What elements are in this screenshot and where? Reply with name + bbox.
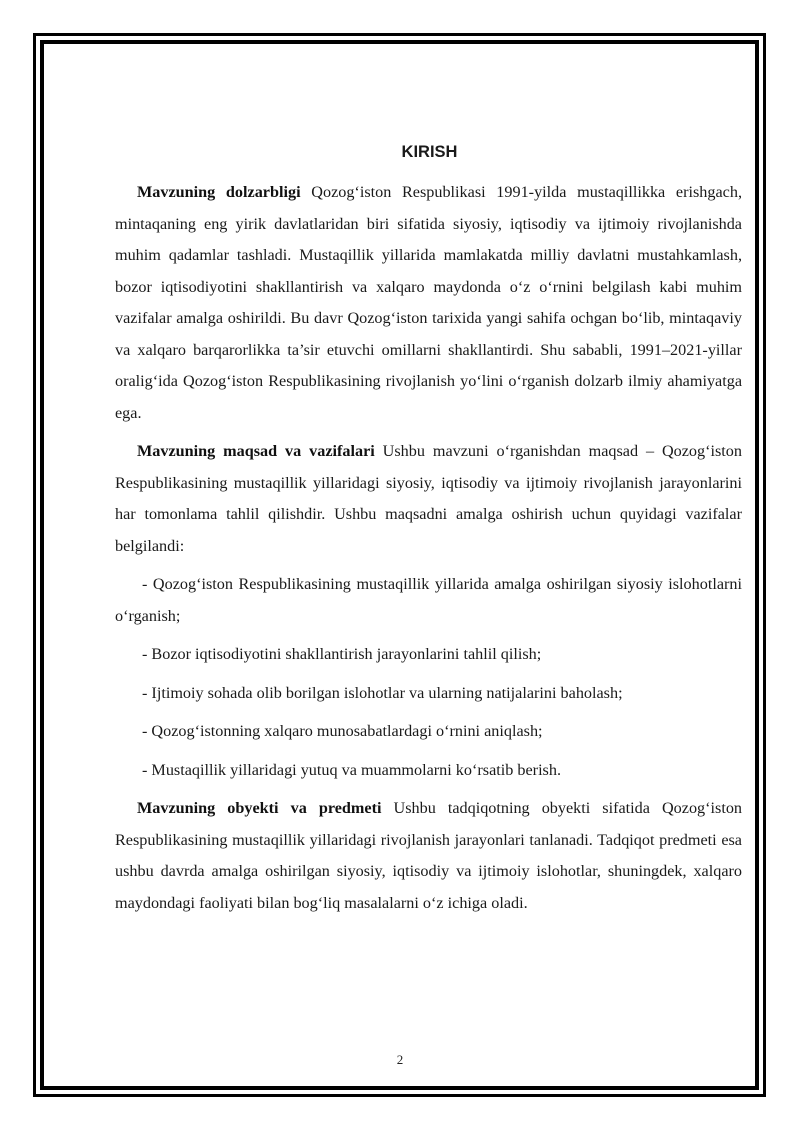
paragraph-title: Mavzuning obyekti va predmeti <box>137 799 382 817</box>
paragraph-text: Ushbu mavzuni o‘rganishdan maqsad – Qozog‘iston Respublikasining mustaqillik yillaridagi siyosiy, iqtisodiy va ijtimoiy rivojlanish jarayonlarini har tomonlama tahlil qilishdir. Ushbu maqsadni amalga oshirish uchun quyidagi vazifalar belgilandi: <box>115 442 742 555</box>
task-item: - Mustaqillik yillaridagi yutuq va muammolarni ko‘rsatib berish. <box>142 760 562 779</box>
page-number: 2 <box>396 1052 404 1067</box>
paragraph-text: Qozog‘iston Respublikasi 1991-yilda mustaqillikka erishgach, mintaqaning eng yirik davlatlaridan biri sifatida siyosiy, iqtisodiy va ijtimoiy rivojlanishda muhim qadamlar tashladi. Mustaqillik yillarida mamlakatda milliy davlatni mustahkamlash, bozor iqtisodiyotini shakllantirish va xalqaro maydonda o‘z o‘rnini belgilash kabi muhim vazifalar amalga oshirildi. Bu davr Qozog‘iston tarixida yangi sahifa ochgan bo‘lib, mintaqaviy va xalqaro barqarorlikka ta’sir etuvchi omillarni shakllantirdi. Shu sababli, 1991–2021-yillar oralig‘ida Qozog‘iston Respublikasining rivojlanish yo‘lini o‘rganish dolzarb ilmiy ahamiyatga ega. <box>115 183 742 422</box>
section-heading: KIRISH <box>401 143 458 161</box>
paragraph-relevance <box>115 177 742 429</box>
paragraph-title: Mavzuning maqsad va vazifalari <box>137 442 375 460</box>
paragraph-goals <box>115 436 742 562</box>
task-item: - Qozog‘iston Respublikasining mustaqillik yillarida amalga oshirilgan siyosiy islohotlarni o‘rganish; <box>115 575 742 625</box>
document-body <box>115 138 742 926</box>
task-item: - Qozog‘istonning xalqaro munosabatlardagi o‘rnini aniqlash; <box>142 722 543 740</box>
paragraph-text: Ushbu tadqiqotning obyekti sifatida Qozog‘iston Respublikasining mustaqillik yillaridagi rivojlanish jarayonlari tanlanadi. Tadqiqot predmeti esa ushbu davrda amalga oshirilgan siyosiy, iqtisodiy va ijtimoiy islohotlar, shuningdek, xalqaro maydondagi faoliyati bilan bog‘liq masalalarni o‘z ichiga oladi. <box>115 799 743 912</box>
paragraph-title: Mavzuning dolzarbligi <box>137 183 301 201</box>
task-item: - Bozor iqtisodiyotini shakllantirish jarayonlarini tahlil qilish; <box>142 645 542 663</box>
task-item: - Ijtimoiy sohada olib borilgan islohotlar va ularning natijalarini baholash; <box>142 683 623 702</box>
paragraph-object <box>115 793 742 919</box>
